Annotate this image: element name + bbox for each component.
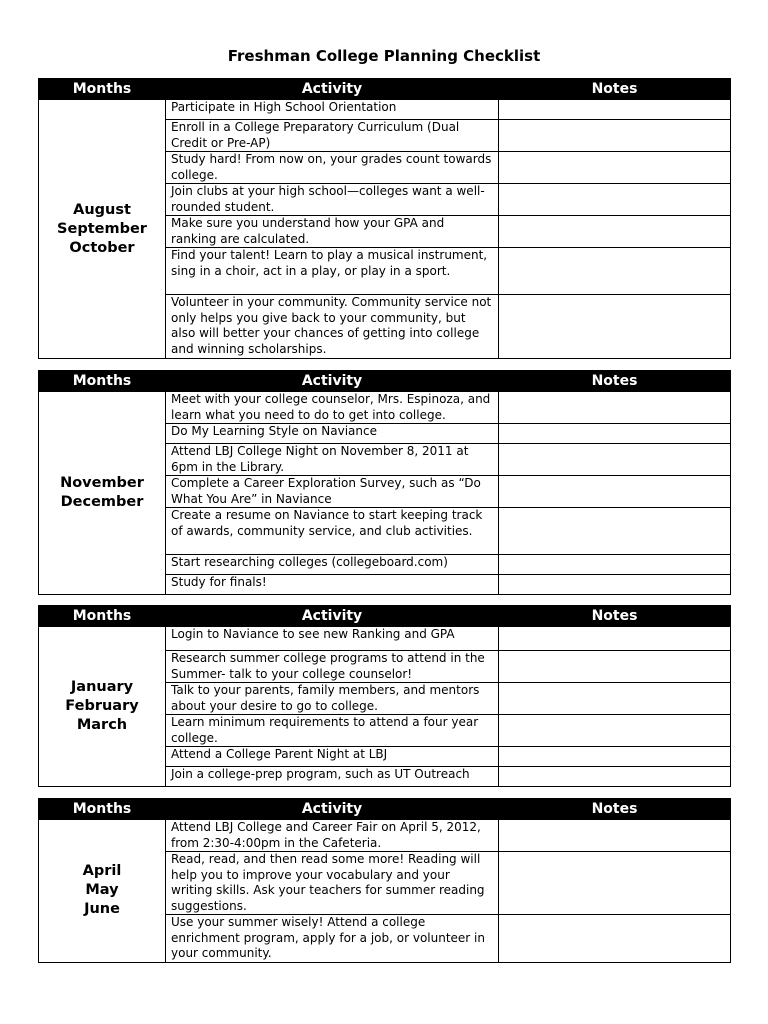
- activity-cell: Do My Learning Style on Naviance: [166, 424, 499, 444]
- month-name: June: [84, 901, 120, 918]
- notes-cell[interactable]: [499, 915, 731, 963]
- notes-cell[interactable]: [499, 424, 731, 444]
- notes-cell[interactable]: [499, 575, 731, 595]
- month-name: October: [69, 239, 135, 256]
- activity-cell: Study hard! From now on, your grades count towards college.: [166, 152, 499, 184]
- month-name: January: [70, 679, 134, 695]
- activity-header: Activity: [166, 799, 499, 820]
- notes-header: Notes: [499, 606, 731, 627]
- month-name: September: [57, 220, 147, 237]
- month-name: April: [82, 863, 122, 880]
- activity-cell: Participate in High School Orientation: [166, 100, 499, 120]
- months-cell: [39, 392, 166, 595]
- months-header: Months: [39, 799, 166, 820]
- notes-cell[interactable]: [499, 392, 731, 424]
- page-title: Freshman College Planning Checklist: [227, 47, 541, 65]
- notes-cell[interactable]: [499, 248, 731, 295]
- notes-cell[interactable]: [499, 444, 731, 476]
- activity-cell: Make sure you understand how your GPA and ranking are calculated.: [166, 216, 499, 248]
- checklist-table-2: [38, 370, 731, 595]
- activity-cell: Login to Naviance to see new Ranking and GPA: [166, 627, 499, 651]
- notes-cell[interactable]: [499, 216, 731, 248]
- months-header: Months: [39, 371, 166, 392]
- table-row: [39, 627, 731, 651]
- month-name: December: [60, 494, 144, 510]
- notes-cell[interactable]: [499, 715, 731, 747]
- notes-cell[interactable]: [499, 767, 731, 787]
- notes-cell[interactable]: [499, 184, 731, 216]
- month-name: November: [60, 475, 144, 491]
- activity-cell: Create a resume on Naviance to start keeping track of awards, community service, and club activities.: [166, 508, 499, 555]
- activity-cell: Read, read, and then read some more! Reading will help you to improve your vocabulary and your writing skills. Ask your teachers for summer reading suggestions.: [166, 852, 499, 915]
- notes-cell[interactable]: [499, 508, 731, 555]
- activity-cell: Start researching colleges (collegeboard.com): [166, 555, 499, 575]
- month-name: May: [85, 882, 119, 899]
- activity-cell: Enroll in a College Preparatory Curriculum (Dual Credit or Pre-AP): [166, 120, 499, 152]
- activity-cell: Find your talent! Learn to play a musical instrument, sing in a choir, act in a play, or play in a sport.: [166, 248, 499, 295]
- notes-cell[interactable]: [499, 295, 731, 359]
- notes-header: Notes: [499, 79, 731, 100]
- activity-cell: Attend LBJ College Night on November 8, 2011 at 6pm in the Library.: [166, 444, 499, 476]
- month-name: February: [65, 698, 139, 714]
- activity-cell: Join clubs at your high school—colleges want a well-rounded student.: [166, 184, 499, 216]
- table-row: [39, 392, 731, 424]
- activity-cell: Use your summer wisely! Attend a college enrichment program, apply for a job, or volunteer in your community.: [166, 915, 499, 963]
- table-row: [39, 820, 731, 852]
- table-header-row: [39, 371, 731, 392]
- activity-header: Activity: [166, 606, 499, 627]
- activity-cell: Volunteer in your community. Community service not only helps you give back to your community, but also will better your chances of getting into college and winning scholarships.: [166, 295, 499, 359]
- activity-cell: Learn minimum requirements to attend a four year college.: [166, 715, 499, 747]
- notes-cell[interactable]: [499, 683, 731, 715]
- notes-header: Notes: [499, 799, 731, 820]
- notes-cell[interactable]: [499, 555, 731, 575]
- months-header: Months: [39, 606, 166, 627]
- activity-cell: Join a college-prep program, such as UT Outreach: [166, 767, 499, 787]
- checklist-table-1: [38, 78, 731, 359]
- notes-cell[interactable]: [499, 820, 731, 852]
- activity-header: Activity: [166, 371, 499, 392]
- activity-cell: Attend a College Parent Night at LBJ: [166, 747, 499, 767]
- activity-cell: Research summer college programs to attend in the Summer- talk to your college counselor!: [166, 651, 499, 683]
- checklist-table-4: [38, 798, 731, 963]
- notes-cell[interactable]: [499, 627, 731, 651]
- notes-cell[interactable]: [499, 651, 731, 683]
- months-cell: [39, 100, 166, 359]
- notes-cell[interactable]: [499, 100, 731, 120]
- notes-cell[interactable]: [499, 747, 731, 767]
- notes-cell[interactable]: [499, 120, 731, 152]
- checklist-table-3: [38, 605, 731, 787]
- activity-cell: Meet with your college counselor, Mrs. Espinoza, and learn what you need to do to get into college.: [166, 392, 499, 424]
- months-cell: [39, 627, 166, 787]
- table-header-row: [39, 79, 731, 100]
- table-row: [39, 100, 731, 120]
- activity-cell: Complete a Career Exploration Survey, such as “Do What You Are” in Naviance: [166, 476, 499, 508]
- table-header-row: [39, 606, 731, 627]
- activity-cell: Study for finals!: [166, 575, 499, 595]
- month-name: August: [73, 201, 131, 218]
- activity-header: Activity: [166, 79, 499, 100]
- notes-cell[interactable]: [499, 152, 731, 184]
- notes-cell[interactable]: [499, 476, 731, 508]
- table-header-row: [39, 799, 731, 820]
- month-name: March: [76, 717, 128, 733]
- months-header: Months: [39, 79, 166, 100]
- activity-cell: Attend LBJ College and Career Fair on April 5, 2012, from 2:30-4:00pm in the Cafeteria.: [166, 820, 499, 852]
- notes-cell[interactable]: [499, 852, 731, 915]
- months-cell: [39, 820, 166, 963]
- notes-header: Notes: [499, 371, 731, 392]
- activity-cell: Talk to your parents, family members, and mentors about your desire to go to college.: [166, 683, 499, 715]
